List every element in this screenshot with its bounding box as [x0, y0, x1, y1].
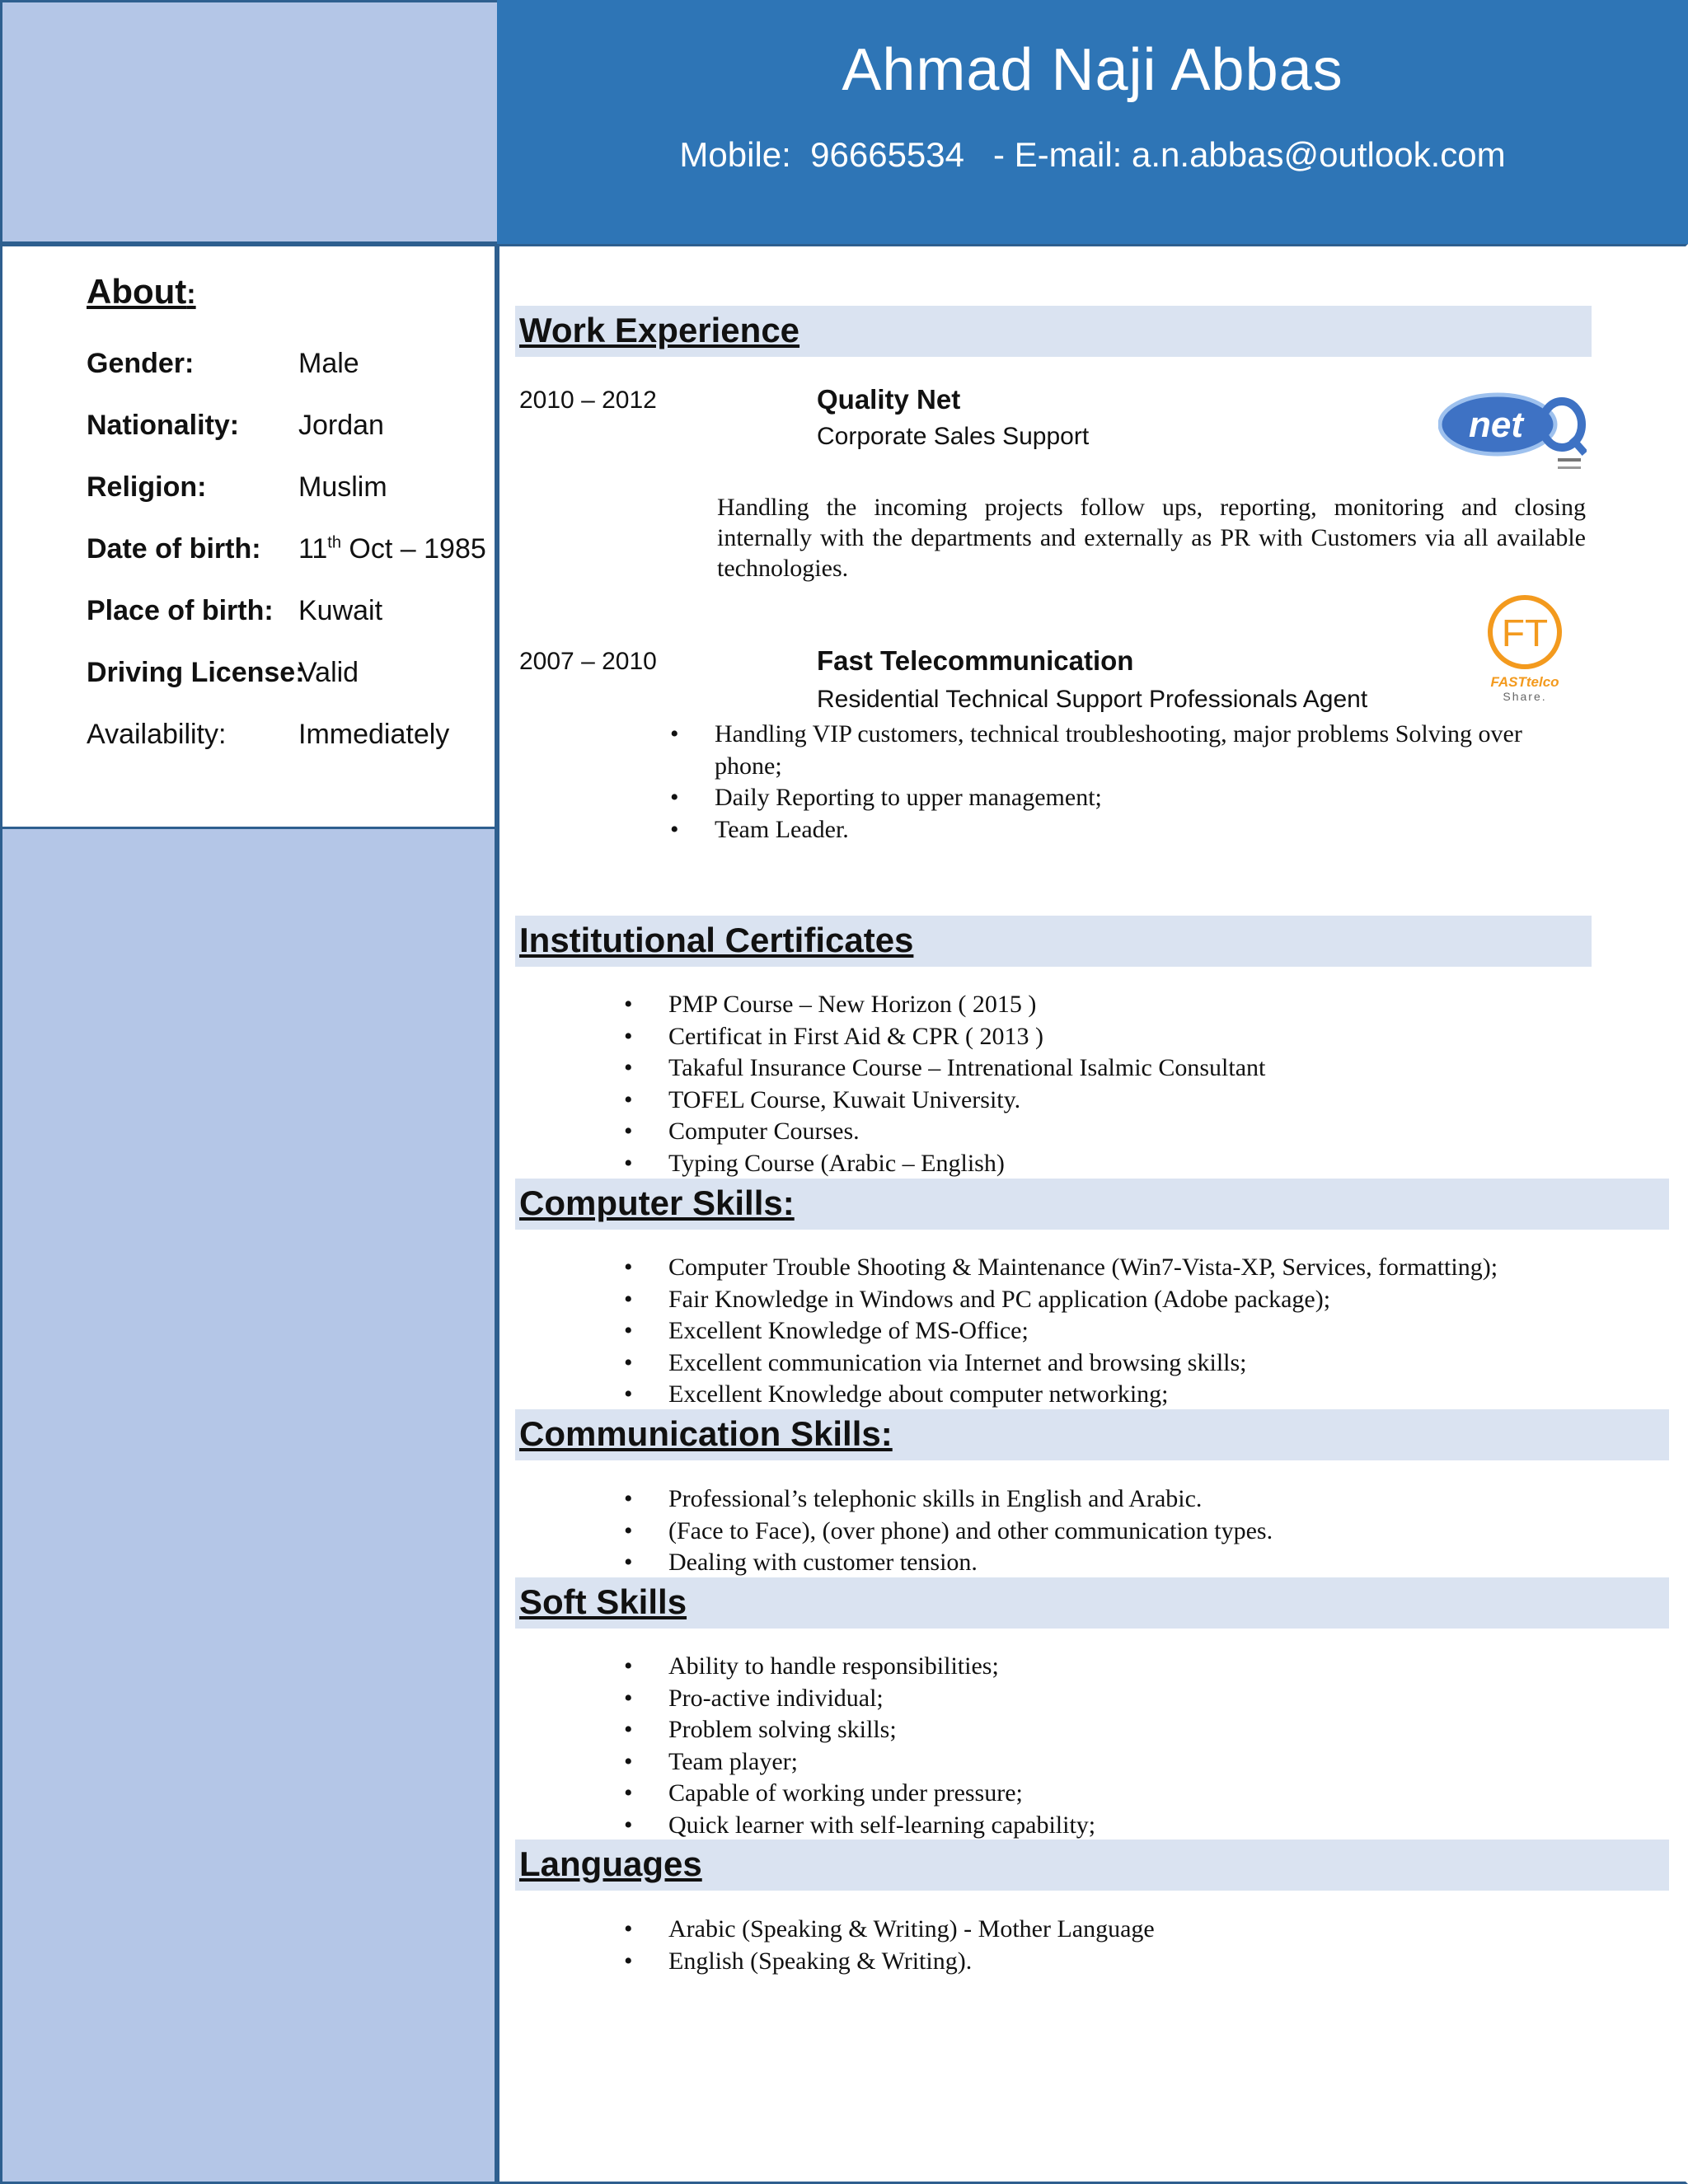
dob-rest: Oct – 1985	[340, 533, 486, 565]
job-bullets	[670, 719, 1522, 846]
header-banner	[497, 0, 1688, 244]
list-item: • Professional’s telephonic skills in English and Arabic.	[624, 1483, 1273, 1516]
left-bottom-panel	[0, 829, 497, 2184]
about-title	[87, 272, 196, 312]
left-top-panel	[0, 0, 497, 244]
list-item: • (Face to Face), (over phone) and other communication types.	[624, 1516, 1273, 1548]
soft-skills-list	[624, 1651, 1095, 1841]
job-bullet: • Handling VIP customers, technical troubleshooting, major problems Solving over	[670, 719, 1522, 751]
list-item: • Excellent communication via Internet and browsing skills;	[624, 1347, 1498, 1380]
list-item: • Dealing with customer tension.	[624, 1547, 1273, 1579]
list-item: • Problem solving skills;	[624, 1714, 1095, 1746]
certificates-list	[624, 989, 1265, 1179]
list-item: • TOFEL Course, Kuwait University.	[624, 1085, 1265, 1117]
about-label: Place of birth:	[87, 595, 274, 626]
job-role: Residential Technical Support Professionals Agent	[817, 686, 1368, 713]
section-title: Computer Skills:	[519, 1183, 795, 1222]
computer-skills-list	[624, 1252, 1498, 1411]
about-label: Date of birth:	[87, 533, 261, 565]
job-period: 2010 – 2012	[519, 387, 657, 414]
about-value: Kuwait	[298, 595, 383, 626]
job-period: 2007 – 2010	[519, 648, 657, 675]
list-item: • Computer Trouble Shooting & Maintenance (Win7-Vista-XP, Services, formatting);	[624, 1252, 1498, 1284]
list-item: • Fair Knowledge in Windows and PC application (Adobe package);	[624, 1284, 1498, 1316]
list-item: • Capable of working under pressure;	[624, 1778, 1095, 1810]
list-item: • Excellent Knowledge of MS-Office;	[624, 1315, 1498, 1347]
section-title: Work Experience	[519, 311, 800, 349]
about-label: Availability:	[87, 719, 227, 750]
section-header-communication-skills	[515, 1409, 1669, 1460]
quality-net-logo	[1438, 387, 1587, 478]
section-header-computer-skills	[515, 1179, 1669, 1230]
fasttelco-caption-2: Share.	[1503, 690, 1547, 703]
list-item: • Ability to handle responsibilities;	[624, 1651, 1095, 1683]
list-item: • Arabic (Speaking & Writing) - Mother Language	[624, 1914, 1155, 1946]
about-label: Gender:	[87, 348, 195, 379]
dob-day: 11	[298, 533, 328, 565]
about-value: Immediately	[298, 719, 450, 750]
fasttelco-caption: FASTtelco	[1490, 674, 1559, 690]
about-label: Nationality:	[87, 410, 240, 441]
job-company: Quality Net	[817, 384, 961, 415]
quality-net-logo-icon	[1438, 387, 1587, 478]
languages-list	[624, 1914, 1155, 1977]
contact-line: Mobile: 96665534 - E-mail: a.n.abbas@outlook.com	[679, 135, 1506, 174]
list-item: • Pro-active individual;	[624, 1683, 1095, 1715]
about-value: Muslim	[298, 471, 387, 503]
section-header-work-experience	[515, 306, 1592, 357]
job-bullet: • Team Leader.	[670, 814, 1522, 846]
job-role: Corporate Sales Support	[817, 423, 1090, 450]
about-value: Male	[298, 348, 359, 379]
about-title-colon: :	[186, 279, 196, 310]
job-bullet: • Daily Reporting to upper management;	[670, 782, 1522, 814]
section-header-certificates	[515, 916, 1592, 967]
list-item: • Typing Course (Arabic – English)	[624, 1148, 1265, 1180]
dob-suffix: th	[327, 533, 341, 552]
section-title: Soft Skills	[519, 1582, 687, 1621]
list-item: • Computer Courses.	[624, 1116, 1265, 1148]
about-value	[298, 533, 486, 565]
section-title: Institutional Certificates	[519, 921, 914, 959]
svg-text:net: net	[1469, 405, 1523, 445]
section-header-soft-skills	[515, 1577, 1669, 1629]
job-bullet-continuation: phone;	[715, 752, 782, 780]
list-item: • Takaful Insurance Course – Intrenational Isalmic Consultant	[624, 1052, 1265, 1085]
candidate-name: Ahmad Naji Abbas	[842, 37, 1343, 103]
job-description: Handling the incoming projects follow ups, reporting, monitoring and closing internally with the departments and externally as PR with Customers via all available technologies.	[717, 494, 1586, 582]
list-item: • PMP Course – New Horizon ( 2015 )	[624, 989, 1265, 1021]
about-label: Religion:	[87, 471, 207, 503]
about-label: Driving License:	[87, 657, 305, 688]
list-item: • Certificat in First Aid & CPR ( 2013 )	[624, 1021, 1265, 1053]
list-item: • English (Speaking & Writing).	[624, 1946, 1155, 1978]
about-value: Jordan	[298, 410, 384, 441]
job-company: Fast Telecommunication	[817, 645, 1134, 676]
list-item: • Excellent Knowledge about computer networking;	[624, 1379, 1498, 1411]
about-value: Valid	[298, 657, 359, 688]
communication-skills-list	[624, 1483, 1273, 1579]
svg-text:FT: FT	[1501, 612, 1549, 654]
list-item: • Team player;	[624, 1746, 1095, 1779]
fasttelco-logo	[1463, 590, 1587, 705]
about-title-text: About	[87, 272, 187, 311]
list-item: • Quick learner with self-learning capability;	[624, 1810, 1095, 1842]
section-title: Communication Skills:	[519, 1414, 893, 1453]
section-title: Languages	[519, 1844, 702, 1883]
section-header-languages	[515, 1840, 1669, 1891]
